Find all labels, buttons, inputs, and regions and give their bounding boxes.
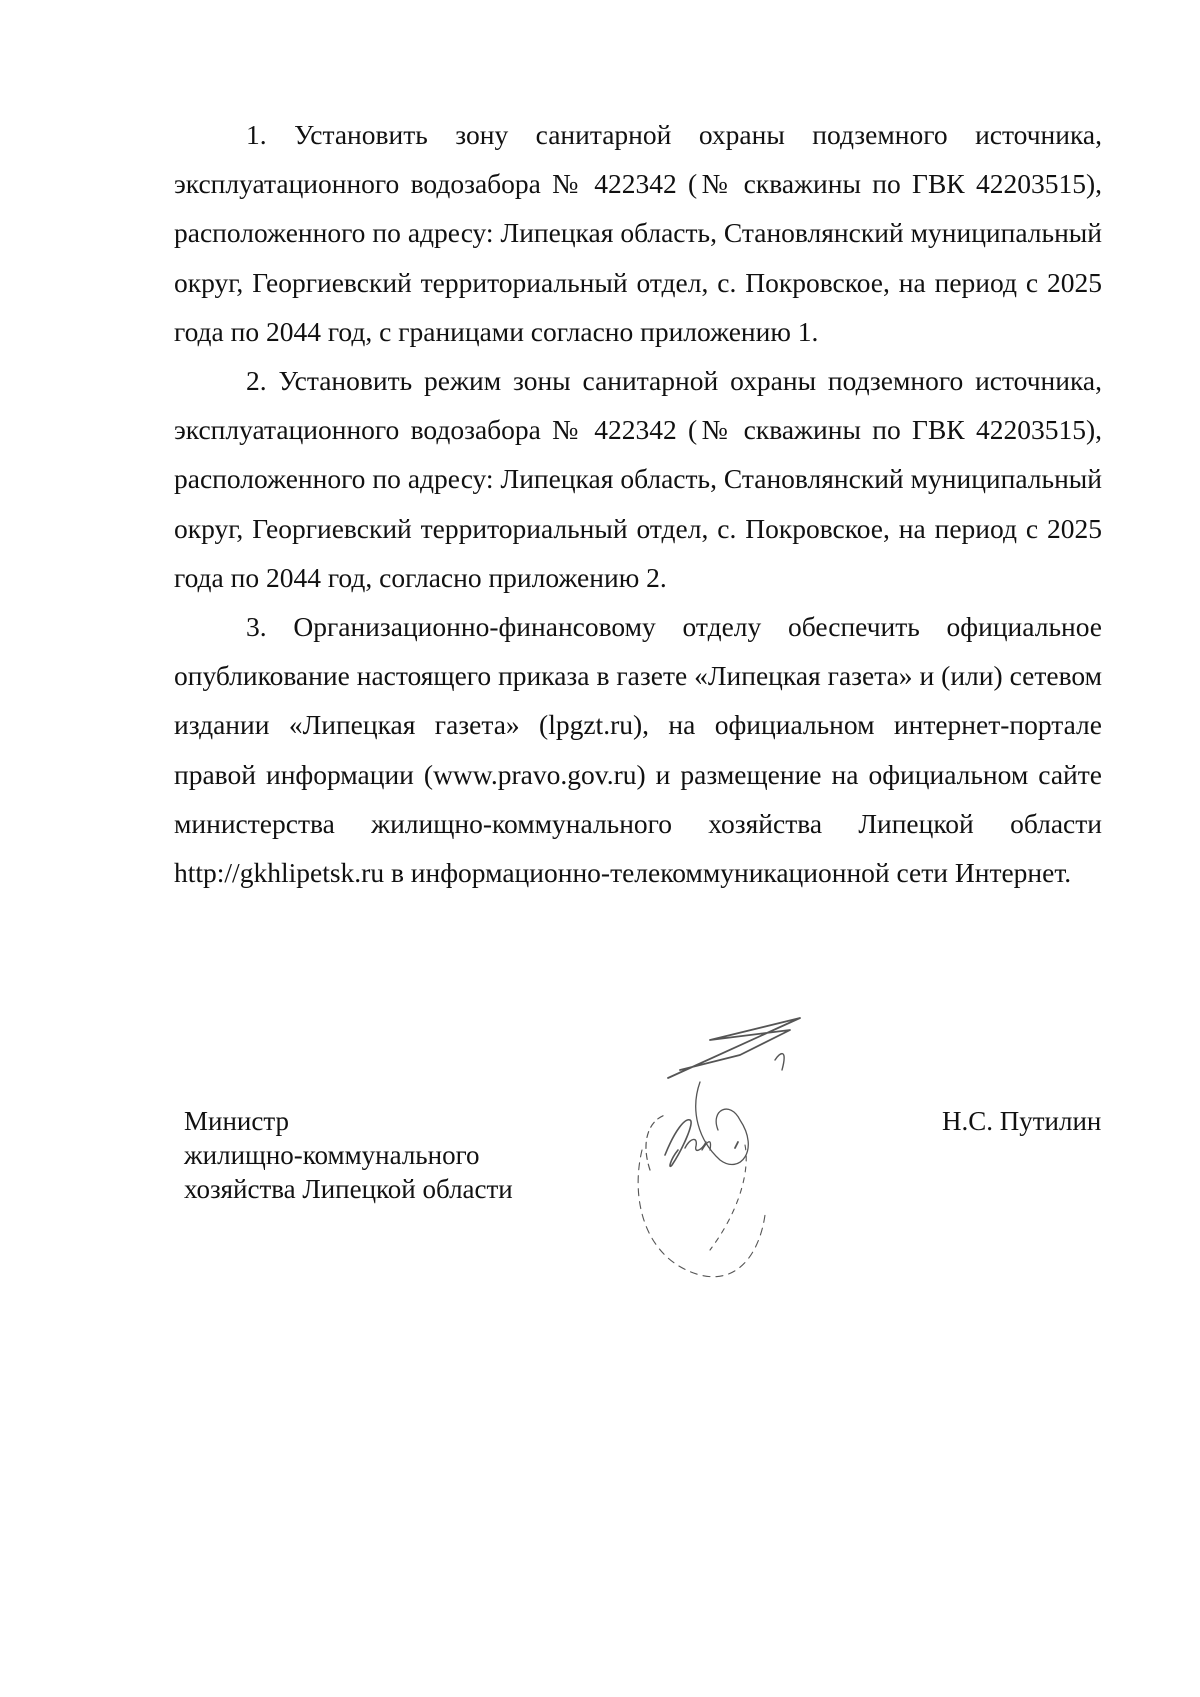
order-paragraph-3: 3. Организационно-финансовому отделу обеспечить официальное опубликование настоящего приказа в газете «Липецкая газета» и (или) сетевом издании «Липецкая газета» (lpgzt.ru), на официальном интернет-портале правой информации (www.pravo.gov.ru) и размещение на официальном сайте министерства жилищно-коммунального хозяйства Липецкой области http://gkhlipetsk.ru в информационно-телекоммуникационной сети Интернет. xyxy=(174,611,1102,889)
position-line-3: хозяйства Липецкой области xyxy=(184,1174,513,1204)
signatory-position xyxy=(184,1104,513,1206)
position-line-1: Министр xyxy=(184,1106,289,1136)
position-line-2: жилищно-коммунального xyxy=(184,1140,480,1170)
handwritten-signature-icon xyxy=(590,1000,890,1300)
order-paragraph-2: 2. Установить режим зоны санитарной охраны подземного источника, эксплуатационного водозабора № 422342 (№ скважины по ГВК 42203515), расположенного по адресу: Липецкая область, Становлянский муниципальный округ, Георгиевский территориальный отдел, с. Покровское, на период с 2025 года по 2044 год, согласно приложению 2. xyxy=(174,365,1102,593)
order-paragraph-1: 1. Установить зону санитарной охраны подземного источника, эксплуатационного водозабора № 422342 (№ скважины по ГВК 42203515), расположенного по адресу: Липецкая область, Становлянский муниципальный округ, Георгиевский территориальный отдел, с. Покровское, на период с 2025 года по 2044 год, с границами согласно приложению 1. xyxy=(174,119,1102,347)
order-body xyxy=(174,110,1102,897)
signer-name: Н.С. Путилин xyxy=(942,1106,1102,1136)
